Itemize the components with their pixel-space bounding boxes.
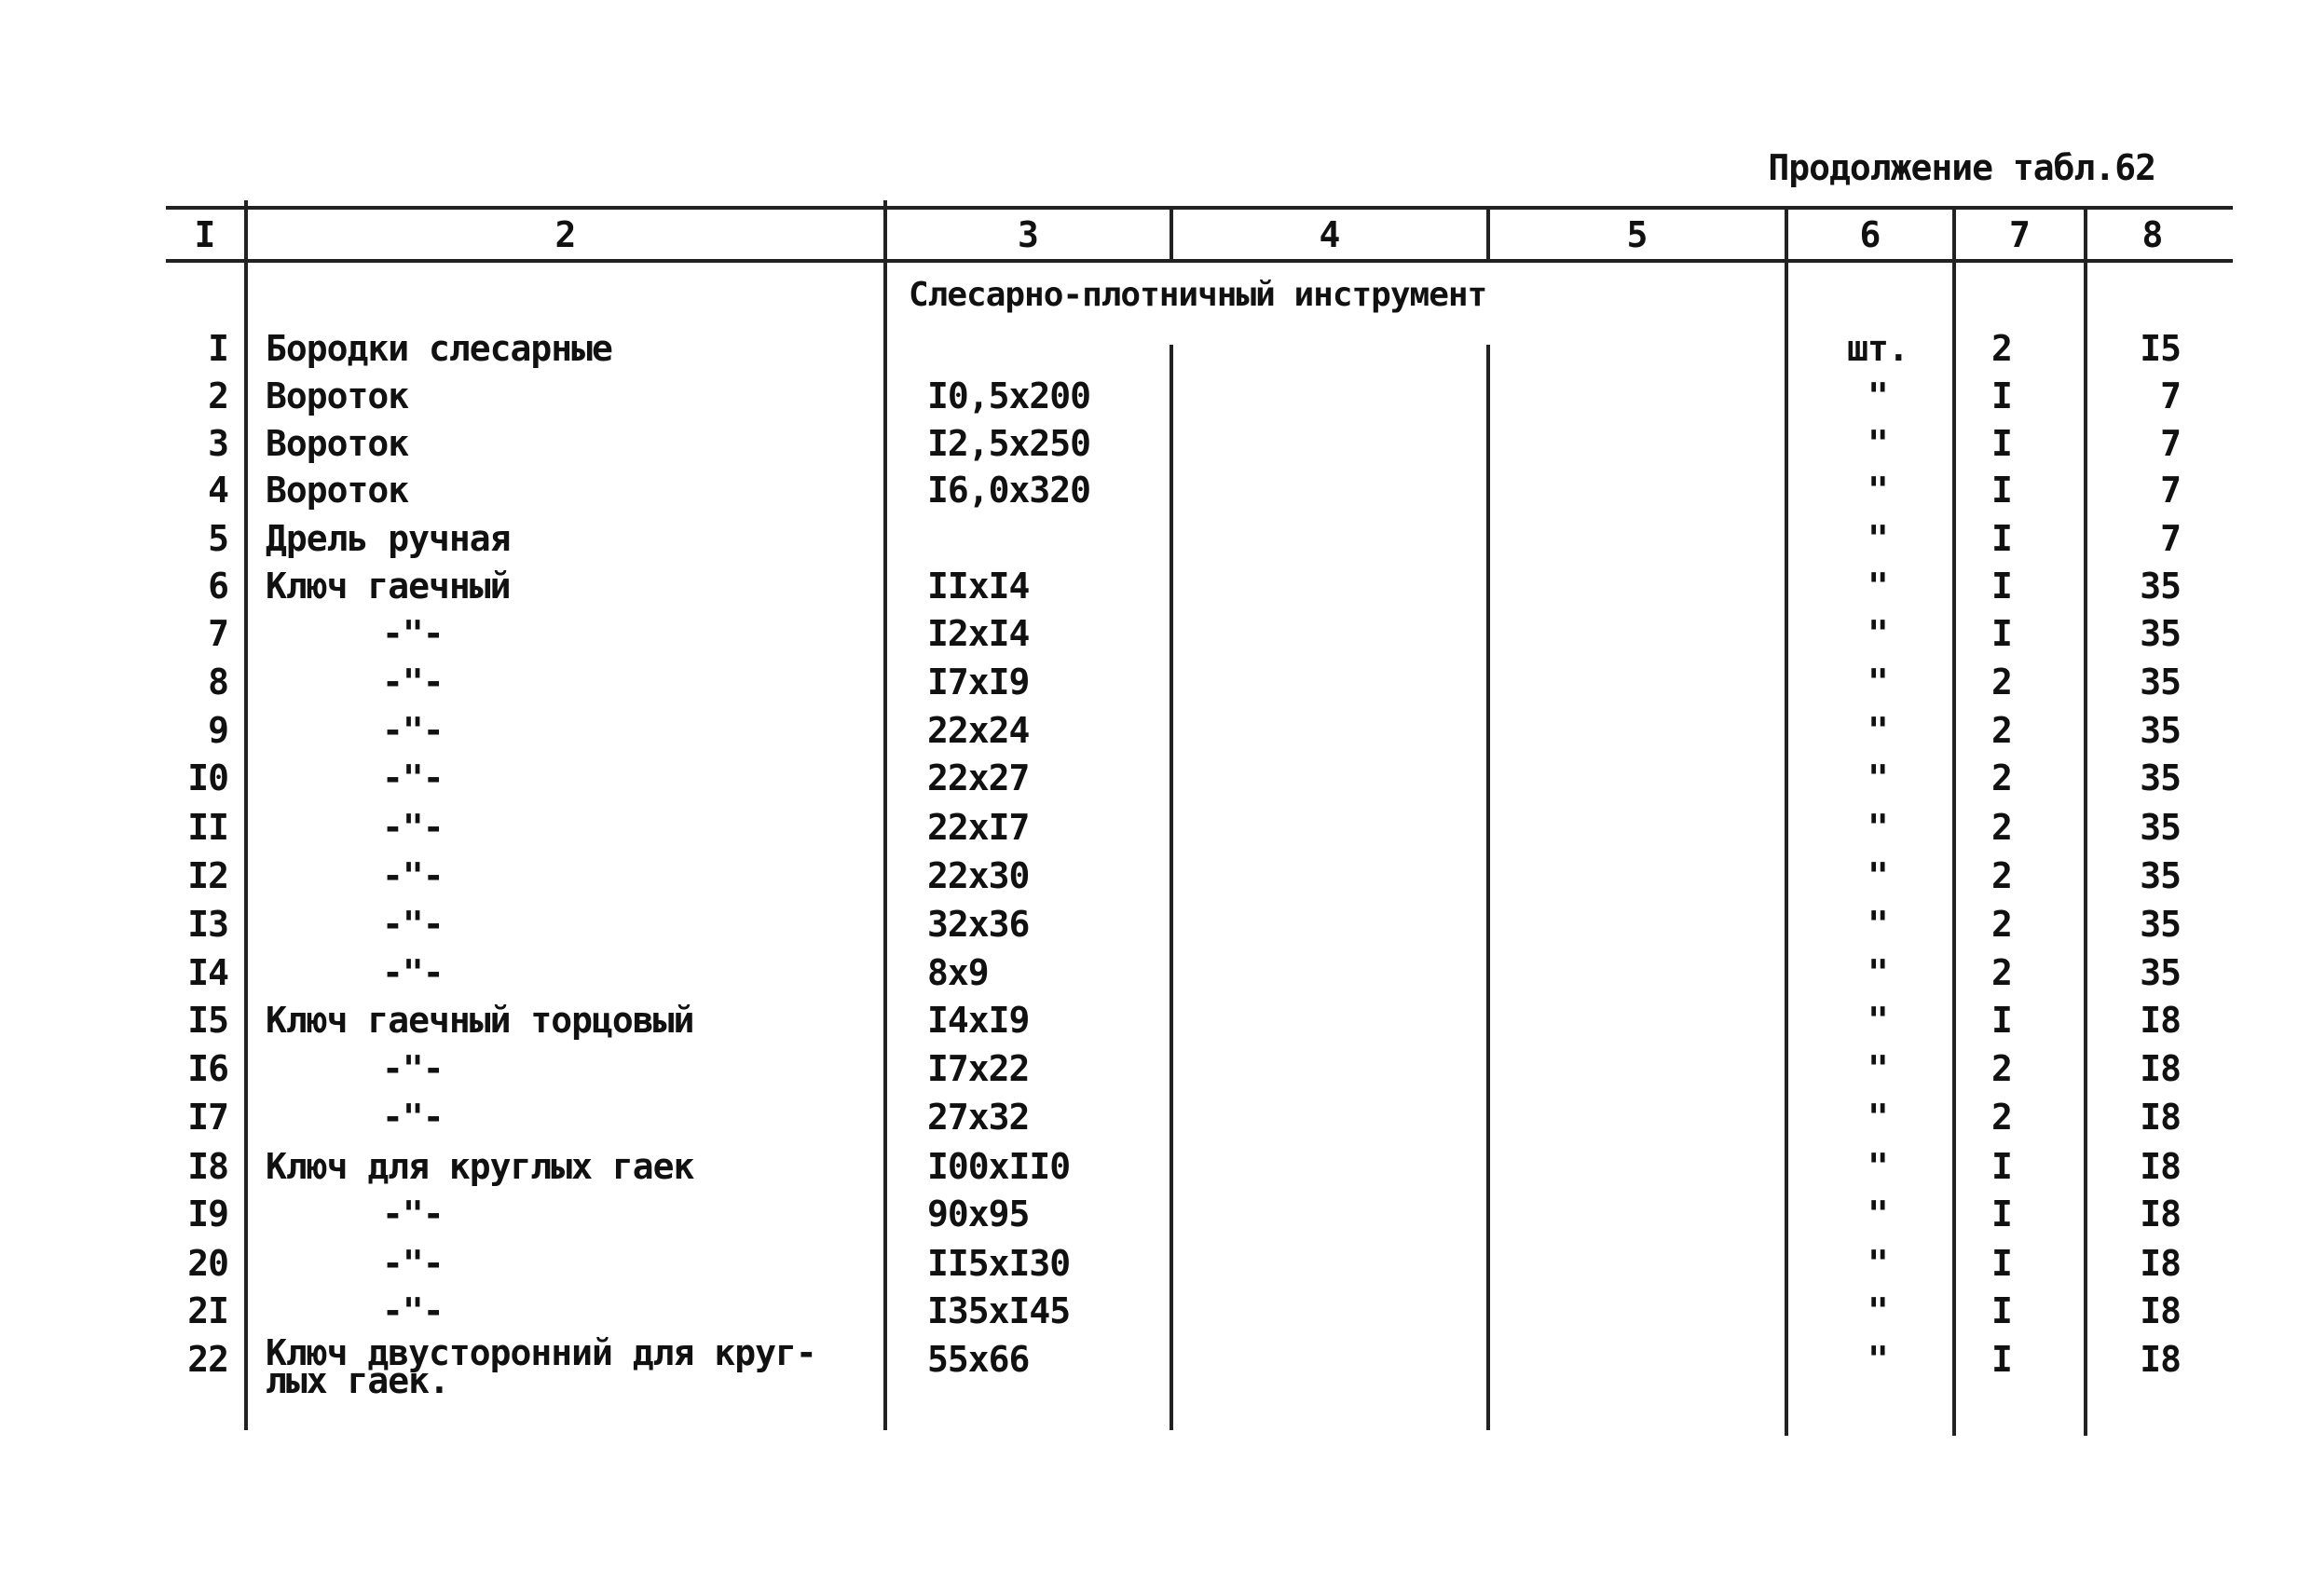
- item-value: 35: [2140, 904, 2181, 945]
- item-unit: ": [1867, 662, 1888, 703]
- item-size: 90х95: [927, 1194, 1030, 1235]
- row-number: 3: [208, 423, 228, 464]
- row-number: 2I: [187, 1290, 228, 1331]
- item-name: -"-: [382, 757, 444, 798]
- column-header-8: 8: [2141, 214, 2164, 255]
- column-rule: [1170, 345, 1173, 1430]
- item-quantity: I: [1991, 423, 2012, 464]
- item-unit: ": [1867, 1243, 1888, 1284]
- item-unit: ": [1867, 1146, 1888, 1187]
- item-name: Ключ гаечный: [266, 566, 511, 607]
- item-name: -"-: [382, 613, 444, 654]
- item-name: Ключ гаечный торцовый: [266, 1000, 694, 1041]
- row-number: 7: [208, 613, 228, 654]
- item-name: Вороток: [266, 470, 409, 511]
- row-number: I8: [187, 1146, 228, 1187]
- item-unit: ": [1867, 1000, 1888, 1041]
- item-value: I8: [2140, 1339, 2181, 1380]
- item-value: I8: [2140, 1243, 2181, 1284]
- item-value: 7: [2160, 375, 2181, 416]
- item-value: I8: [2140, 1146, 2181, 1187]
- row-number: 22: [187, 1339, 228, 1380]
- item-value: 35: [2140, 566, 2181, 607]
- header-top-rule: [166, 206, 2233, 210]
- item-value: 35: [2140, 662, 2181, 703]
- row-number: 4: [208, 470, 228, 511]
- item-size: 22х24: [927, 710, 1030, 751]
- item-size: II5хI30: [927, 1243, 1071, 1284]
- item-size: I7хI9: [927, 662, 1030, 703]
- column-header-6: 6: [1859, 214, 1881, 255]
- item-quantity: 2: [1991, 807, 2012, 848]
- row-number: I: [208, 328, 228, 369]
- item-value: 35: [2140, 613, 2181, 654]
- item-name: Ключ двусторонний для круг- лых гаек.: [266, 1332, 816, 1401]
- item-name: Вороток: [266, 375, 409, 416]
- item-size: I00хII0: [927, 1146, 1071, 1187]
- item-quantity: I: [1991, 518, 2012, 559]
- item-size: I7х22: [927, 1048, 1030, 1089]
- item-name: -"-: [382, 662, 444, 703]
- row-number: I0: [187, 757, 228, 798]
- item-quantity: I: [1991, 470, 2012, 511]
- item-quantity: 2: [1991, 710, 2012, 751]
- item-name: -"-: [382, 855, 444, 896]
- column-rule: [244, 200, 248, 1430]
- row-number: II: [187, 807, 228, 848]
- row-number: 8: [208, 662, 228, 703]
- item-size: 22хI7: [927, 807, 1030, 848]
- column-header-2: 2: [554, 214, 577, 255]
- row-number: 20: [187, 1243, 228, 1284]
- column-header-1: I: [194, 214, 216, 255]
- item-quantity: I: [1991, 1290, 2012, 1331]
- item-unit: ": [1867, 613, 1888, 654]
- item-quantity: I: [1991, 1194, 2012, 1235]
- item-size: 55х66: [927, 1339, 1030, 1380]
- item-quantity: I: [1991, 1243, 2012, 1284]
- column-header-5: 5: [1626, 214, 1648, 255]
- column-rule: [883, 200, 887, 1430]
- item-name: -"-: [382, 904, 444, 945]
- row-number: I3: [187, 904, 228, 945]
- item-unit: ": [1867, 807, 1888, 848]
- continuation-label: Продолжение табл.62: [1768, 147, 2155, 188]
- item-quantity: 2: [1991, 855, 2012, 896]
- item-value: I5: [2140, 328, 2181, 369]
- item-unit: ": [1867, 710, 1888, 751]
- item-quantity: 2: [1991, 952, 2012, 993]
- item-name: Вороток: [266, 423, 409, 464]
- item-name: Дрель ручная: [266, 518, 511, 559]
- item-unit: ": [1867, 375, 1888, 416]
- item-size: 22х27: [927, 757, 1030, 798]
- item-quantity: 2: [1991, 328, 2012, 369]
- item-name: -"-: [382, 1290, 444, 1331]
- item-value: I8: [2140, 1048, 2181, 1089]
- item-unit: ": [1867, 1048, 1888, 1089]
- item-unit: ": [1867, 518, 1888, 559]
- item-quantity: I: [1991, 1146, 2012, 1187]
- item-unit: ": [1867, 757, 1888, 798]
- item-value: I8: [2140, 1000, 2181, 1041]
- item-quantity: I: [1991, 613, 2012, 654]
- item-quantity: 2: [1991, 757, 2012, 798]
- row-number: I6: [187, 1048, 228, 1089]
- item-name: -"-: [382, 1194, 444, 1235]
- item-unit: ": [1867, 1290, 1888, 1331]
- item-quantity: 2: [1991, 662, 2012, 703]
- item-size: I35хI45: [927, 1290, 1071, 1331]
- item-size: 22х30: [927, 855, 1030, 896]
- item-name: Бородки слесарные: [266, 328, 612, 369]
- item-name: -"-: [382, 952, 444, 993]
- item-value: I8: [2140, 1097, 2181, 1138]
- item-value: I8: [2140, 1194, 2181, 1235]
- item-unit: ": [1867, 566, 1888, 607]
- item-size: I2,5х250: [927, 423, 1091, 464]
- column-header-3: 3: [1018, 214, 1039, 255]
- row-number: I7: [187, 1097, 228, 1138]
- item-name: -"-: [382, 1243, 444, 1284]
- item-unit: ": [1867, 904, 1888, 945]
- item-value: 35: [2140, 710, 2181, 751]
- item-unit: ": [1867, 952, 1888, 993]
- item-name: Ключ для круглых гаек: [266, 1146, 694, 1187]
- item-size: IIхI4: [927, 566, 1030, 607]
- item-quantity: I: [1991, 1339, 2012, 1380]
- column-rule: [1486, 345, 1490, 1430]
- item-size: I6,0х320: [927, 470, 1091, 511]
- item-value: 35: [2140, 757, 2181, 798]
- item-unit: ": [1867, 423, 1888, 464]
- item-unit: ": [1867, 1339, 1888, 1380]
- row-number: 6: [208, 566, 228, 607]
- column-rule: [1952, 206, 1956, 1436]
- item-unit: ": [1867, 1097, 1888, 1138]
- item-value: 7: [2160, 423, 2181, 464]
- column-rule: [2084, 206, 2087, 1436]
- item-name: -"-: [382, 807, 444, 848]
- row-number: 2: [208, 375, 228, 416]
- item-name: -"-: [382, 1097, 444, 1138]
- item-quantity: 2: [1991, 1048, 2012, 1089]
- row-number: I4: [187, 952, 228, 993]
- item-size: I2хI4: [927, 613, 1030, 654]
- row-number: 9: [208, 710, 228, 751]
- item-size: I4хI9: [927, 1000, 1030, 1041]
- item-value: 7: [2160, 518, 2181, 559]
- column-header-7: 7: [2009, 214, 2031, 255]
- column-header-4: 4: [1319, 214, 1341, 255]
- section-title: Слесарно-плотничный инструмент: [909, 276, 1487, 314]
- row-number: I9: [187, 1194, 228, 1235]
- row-number: 5: [208, 518, 228, 559]
- item-unit: ": [1867, 470, 1888, 511]
- row-number: I5: [187, 1000, 228, 1041]
- row-number: I2: [187, 855, 228, 896]
- item-unit: шт.: [1847, 328, 1908, 369]
- item-size: I0,5х200: [927, 375, 1091, 416]
- header-bottom-rule: [166, 259, 2233, 263]
- item-value: 35: [2140, 855, 2181, 896]
- item-value: 35: [2140, 807, 2181, 848]
- item-name: -"-: [382, 1048, 444, 1089]
- item-quantity: I: [1991, 566, 2012, 607]
- item-size: 32х36: [927, 904, 1030, 945]
- item-quantity: 2: [1991, 904, 2012, 945]
- item-size: 27х32: [927, 1097, 1030, 1138]
- item-quantity: I: [1991, 375, 2012, 416]
- item-unit: ": [1867, 855, 1888, 896]
- column-rule: [1785, 206, 1788, 1436]
- item-value: 7: [2160, 470, 2181, 511]
- item-quantity: I: [1991, 1000, 2012, 1041]
- item-value: I8: [2140, 1290, 2181, 1331]
- item-quantity: 2: [1991, 1097, 2012, 1138]
- item-name: -"-: [382, 710, 444, 751]
- item-unit: ": [1867, 1194, 1888, 1235]
- item-value: 35: [2140, 952, 2181, 993]
- item-size: 8х9: [927, 952, 989, 993]
